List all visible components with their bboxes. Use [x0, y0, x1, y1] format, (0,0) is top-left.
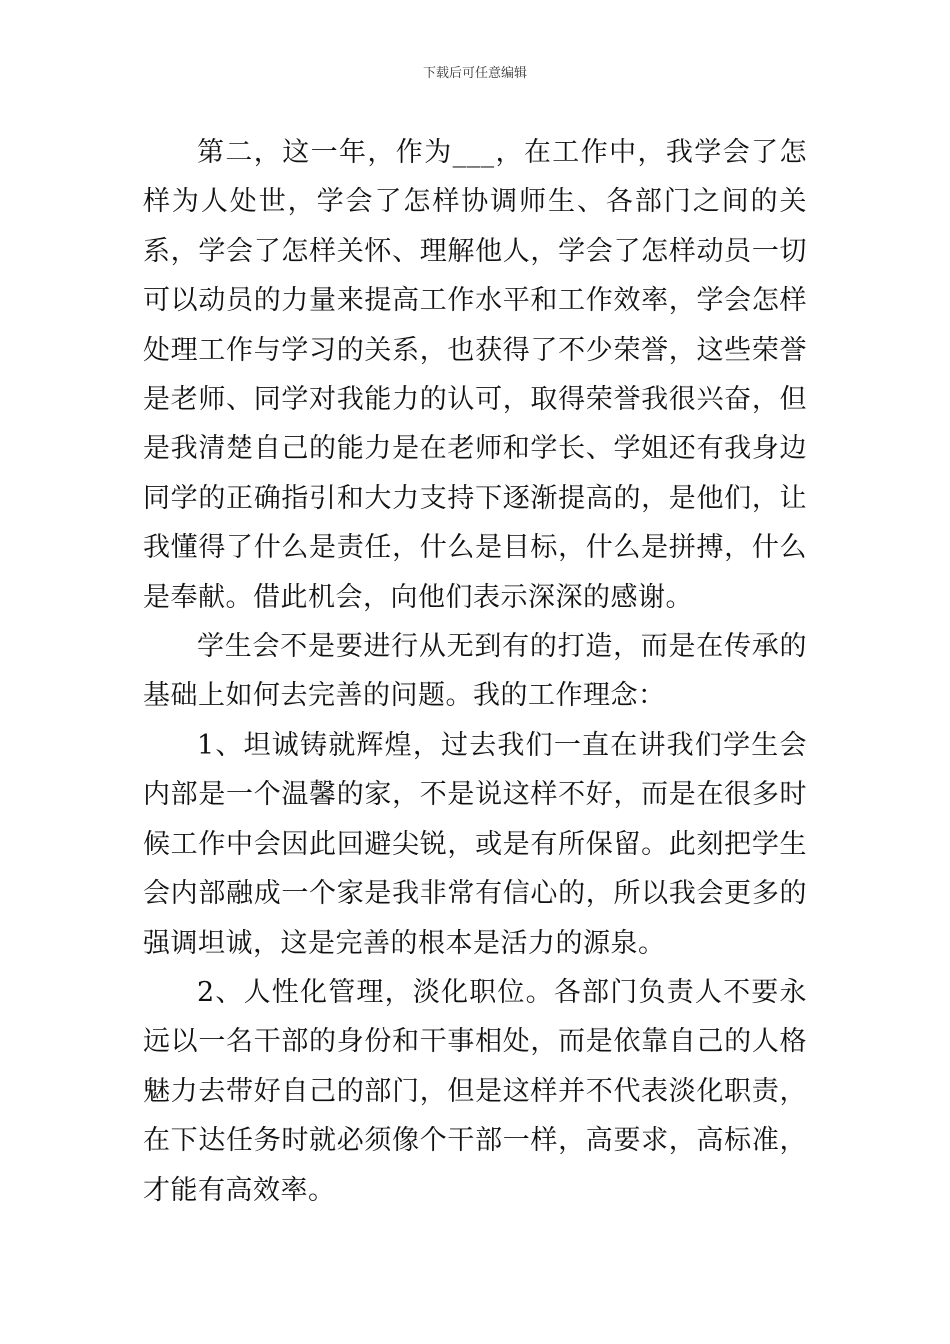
paragraph-4: 2、人性化管理，淡化职位。各部门负责人不要永远以一名干部的身份和干事相处，而是依靠自己的人格魅力去带好自己的部门，但是这样并不代表淡化职责，在下达任务时就必须像个干部一样，高要求，高标准，才能有高效率。: [143, 976, 807, 1206]
paragraph-2: 学生会不是要进行从无到有的打造，而是在传承的基础上如何去完善的问题。我的工作理念：: [143, 631, 807, 712]
paragraph-3: 1、坦诚铸就辉煌，过去我们一直在讲我们学生会内部是一个温馨的家，不是说这样不好，而是在很多时候工作中会因此回避尖锐，或是有所保留。此刻把学生会内部融成一个家是我非常有信心的，所以我会更多的强调坦诚，这是完善的根本是活力的源泉。: [143, 729, 807, 959]
document-body: [143, 128, 807, 1215]
paragraph-1: 第二，这一年，作为___，在工作中，我学会了怎样为人处世，学会了怎样协调师生、各部门之间的关系，学会了怎样关怀、理解他人，学会了怎样动员一切可以动员的力量来提高工作水平和工作效率，学会怎样处理工作与学习的关系，也获得了不少荣誉，这些荣誉是老师、同学对我能力的认可，取得荣誉我很兴奋，但是我清楚自己的能力是在老师和学长、学姐还有我身边同学的正确指引和大力支持下逐渐提高的，是他们，让我懂得了什么是责任，什么是目标，什么是拼搏，什么是奉献。借此机会，向他们表示深深的感谢。: [143, 137, 807, 613]
page-header: 下载后可任意编辑: [422, 66, 527, 81]
